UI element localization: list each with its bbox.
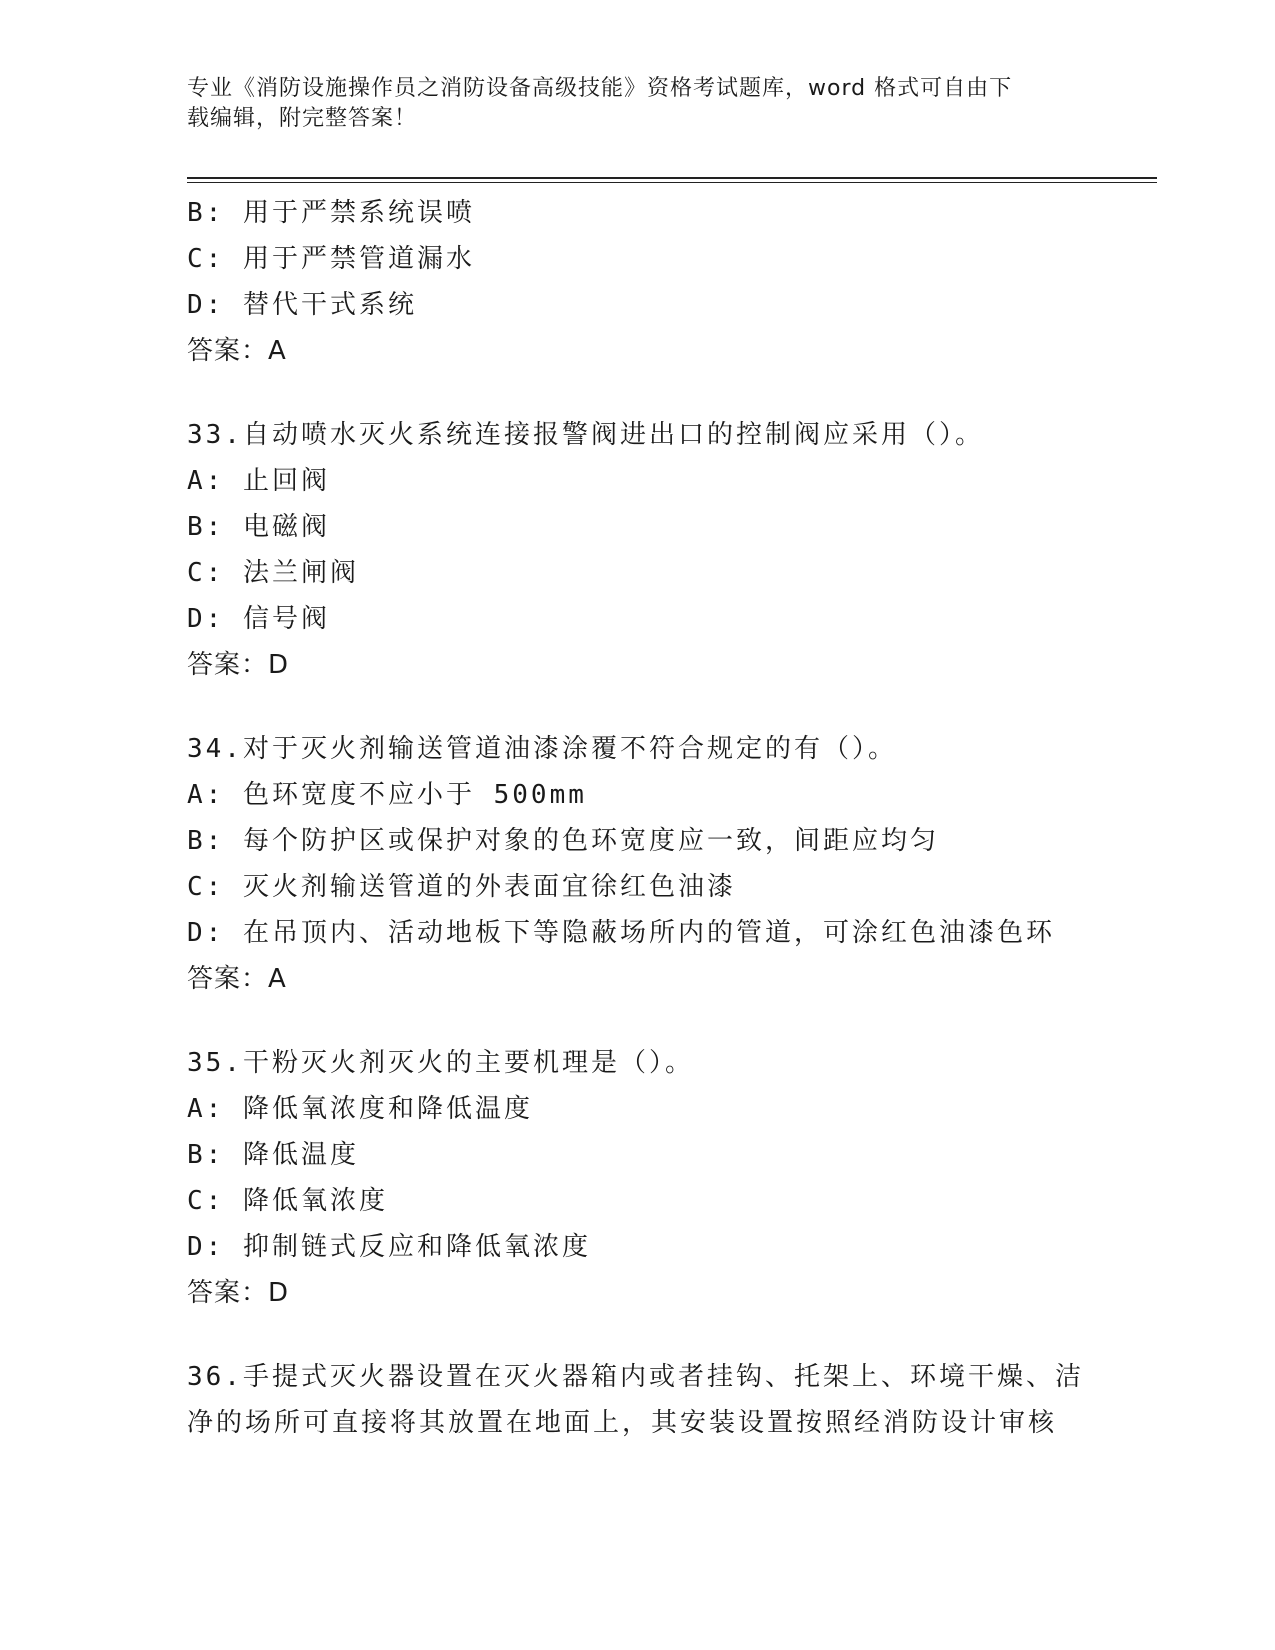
question-text: 33.自动喷水灭火系统连接报警阀进出口的控制阀应采用（）。 xyxy=(187,420,984,450)
header-divider-thick xyxy=(187,177,1157,179)
header-divider-thin xyxy=(187,182,1157,183)
option-d: D: 抑制链式反应和降低氧浓度 xyxy=(187,1232,591,1262)
question-text: 34.对于灭火剂输送管道油漆涂覆不符合规定的有（）。 xyxy=(187,734,897,764)
document-header xyxy=(187,74,1087,134)
header-line-1: 专业《消防设施操作员之消防设备高级技能》资格考试题库，word 格式可自由下 xyxy=(187,76,1013,101)
question-block-36 xyxy=(187,1354,1147,1446)
option-d: D: 信号阀 xyxy=(187,604,330,634)
header-line-2: 载编辑，附完整答案！ xyxy=(187,106,418,131)
question-block-34 xyxy=(187,726,1147,1002)
option-c: C: 法兰闸阀 xyxy=(187,558,359,588)
question-block-33 xyxy=(187,412,1147,688)
option-b: B: 每个防护区或保护对象的色环宽度应一致，间距应均匀 xyxy=(187,826,939,856)
question-text: 35.干粉灭火剂灭火的主要机理是（）。 xyxy=(187,1048,694,1078)
question-block-35 xyxy=(187,1040,1147,1316)
answer: 答案：D xyxy=(187,1278,290,1308)
question-text-line-1: 36.手提式灭火器设置在灭火器箱内或者挂钩、托架上、环境干燥、洁 xyxy=(187,1362,1084,1392)
option-d: D: 替代干式系统 xyxy=(187,290,417,320)
option-b: B: 降低温度 xyxy=(187,1140,359,1170)
option-d: D: 在吊顶内、活动地板下等隐蔽场所内的管道，可涂红色油漆色环 xyxy=(187,918,1055,948)
question-block-32-partial xyxy=(187,190,1147,374)
answer: 答案：A xyxy=(187,964,287,994)
question-list xyxy=(187,190,1147,1446)
option-b: B: 用于严禁系统误喷 xyxy=(187,198,475,228)
option-b: B: 电磁阀 xyxy=(187,512,330,542)
option-a: A: 止回阀 xyxy=(187,466,330,496)
option-c: C: 降低氧浓度 xyxy=(187,1186,388,1216)
option-a: A: 降低氧浓度和降低温度 xyxy=(187,1094,533,1124)
option-c: C: 用于严禁管道漏水 xyxy=(187,244,475,274)
answer: 答案：A xyxy=(187,336,287,366)
option-c: C: 灭火剂输送管道的外表面宜徐红色油漆 xyxy=(187,872,736,902)
option-a: A: 色环宽度不应小于 500mm xyxy=(187,780,587,810)
question-text-line-2: 净的场所可直接将其放置在地面上，其安装设置按照经消防设计审核 xyxy=(187,1408,1058,1438)
answer: 答案：D xyxy=(187,650,290,680)
